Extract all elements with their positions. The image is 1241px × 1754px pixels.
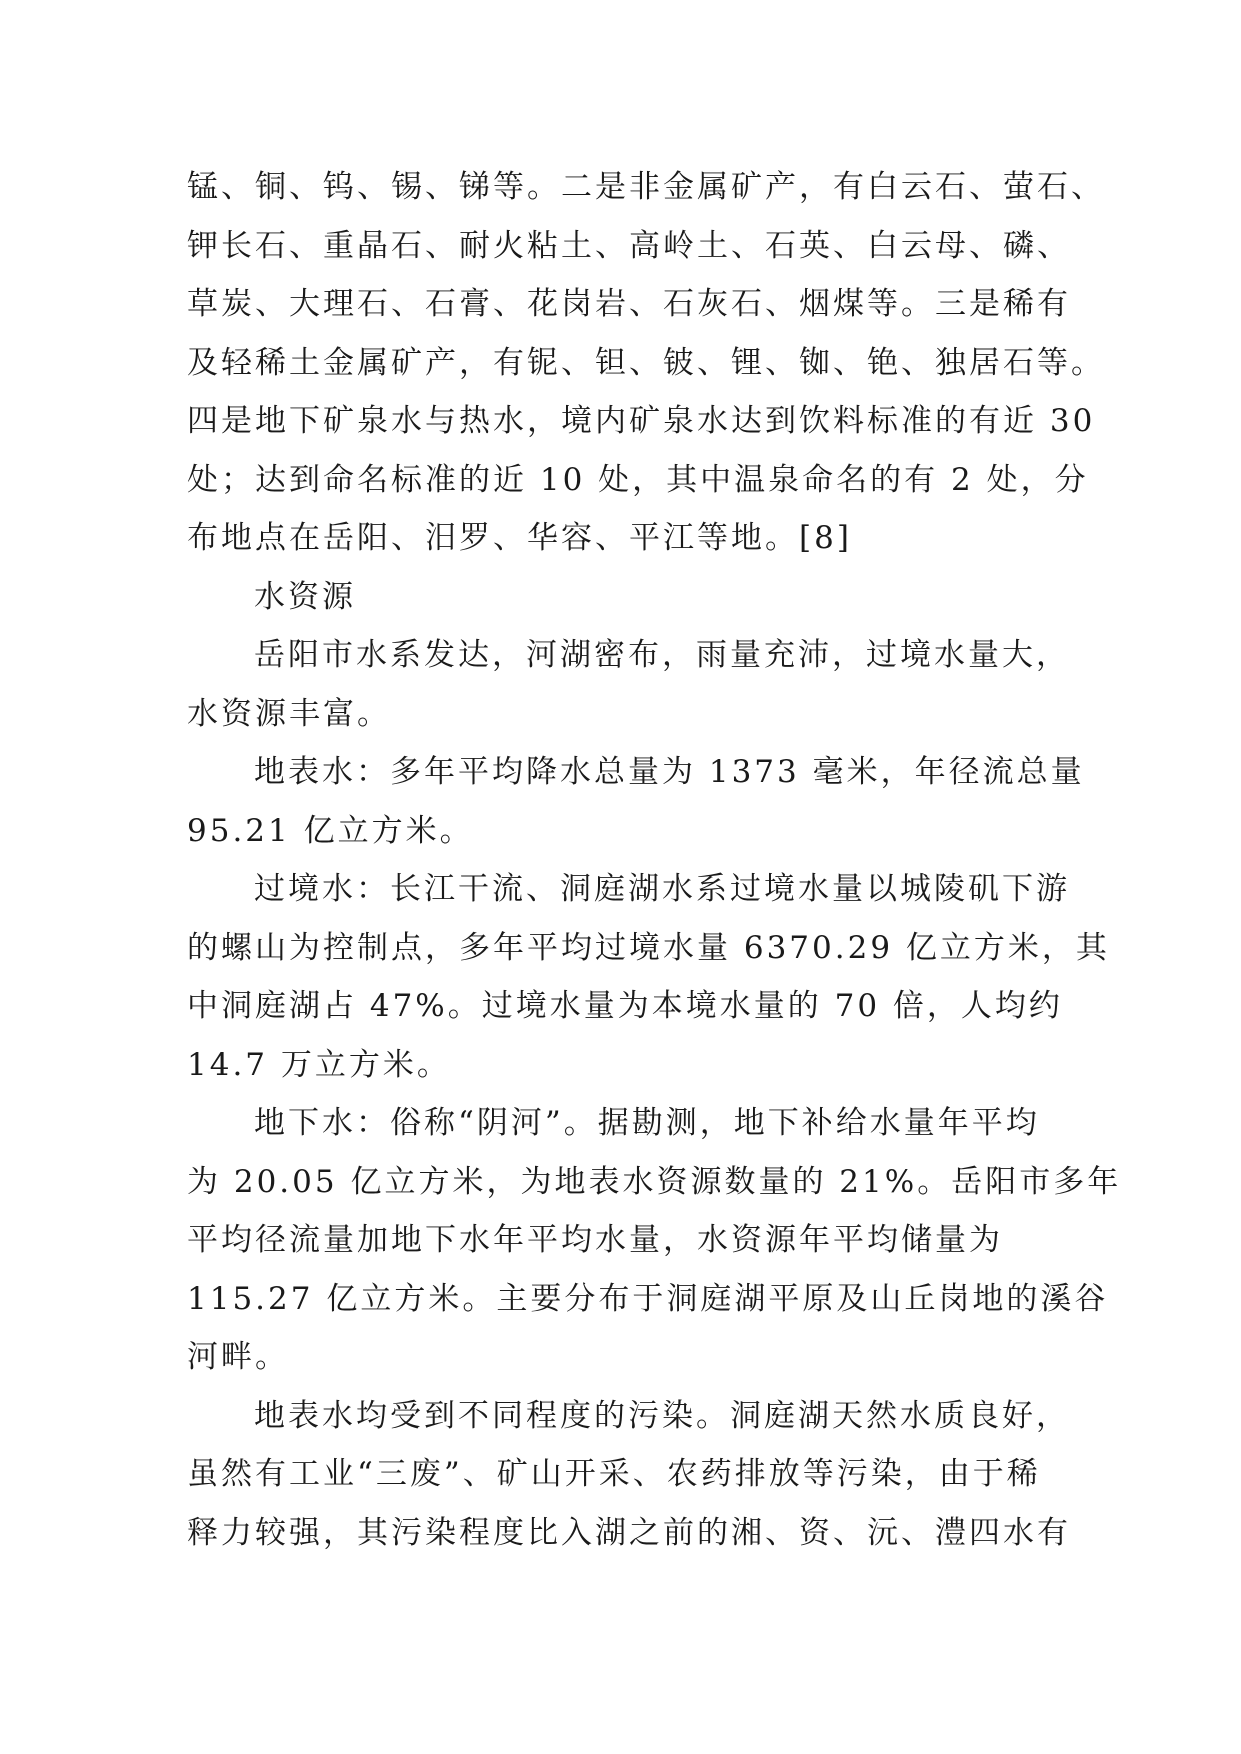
- text-line: 处；达到命名标准的近 10 处，其中温泉命名的有 2 处，分: [187, 461, 1089, 498]
- body-text: [187, 158, 1122, 1562]
- text-line: 的螺山为控制点，多年平均过境水量 6370.29 亿立方米，其: [187, 929, 1110, 966]
- text-line: 布地点在岳阳、汨罗、华容、平江等地。[8]: [187, 520, 852, 556]
- text-line: 过境水：长江干流、洞庭湖水系过境水量以城陵矶下游: [254, 871, 1070, 907]
- text-line: 岳阳市水系发达，河湖密布，雨量充沛，过境水量大，: [254, 637, 1070, 673]
- text-line: 及轻稀土金属矿产，有铌、钽、铍、锂、铷、铯、独居石等。: [187, 344, 1105, 381]
- text-line: 地表水均受到不同程度的污染。洞庭湖天然水质良好，: [254, 1397, 1070, 1434]
- text-line: 95.21 亿立方米。: [187, 812, 474, 849]
- text-line: 为 20.05 亿立方米，为地表水资源数量的 21%。岳阳市多年: [187, 1163, 1122, 1200]
- text-line: 锰、铜、钨、锡、锑等。二是非金属矿产，有白云石、萤石、: [187, 169, 1105, 205]
- text-line: 钾长石、重晶石、耐火粘土、高岭土、石英、白云母、磷、: [187, 227, 1071, 264]
- text-line: 14.7 万立方米。: [187, 1046, 451, 1083]
- text-line: 四是地下矿泉水与热水，境内矿泉水达到饮料标准的有近 30: [187, 403, 1096, 439]
- text-line: 河畔。: [187, 1339, 289, 1375]
- text-line: 水资源丰富。: [187, 695, 391, 732]
- section-heading: 水资源: [254, 578, 356, 615]
- text-line: 中洞庭湖占 47%。过境水量为本境水量的 70 倍，人均约: [187, 988, 1063, 1024]
- text-line: 115.27 亿立方米。主要分布于洞庭湖平原及山丘岗地的溪谷: [187, 1280, 1109, 1317]
- text-line: 地下水：俗称“阴河”。据勘测，地下补给水量年平均: [254, 1105, 1040, 1141]
- text-line: 虽然有工业“三废”、矿山开采、农药排放等污染，由于稀: [187, 1456, 1041, 1492]
- text-line: 平均径流量加地下水年平均水量，水资源年平均储量为: [187, 1222, 1003, 1258]
- text-line: 地表水：多年平均降水总量为 1373 毫米，年径流总量: [254, 754, 1085, 790]
- text-line: 释力较强，其污染程度比入湖之前的湘、资、沅、澧四水有: [187, 1514, 1071, 1551]
- text-line: 草炭、大理石、石膏、花岗岩、石灰石、烟煤等。三是稀有: [187, 286, 1071, 322]
